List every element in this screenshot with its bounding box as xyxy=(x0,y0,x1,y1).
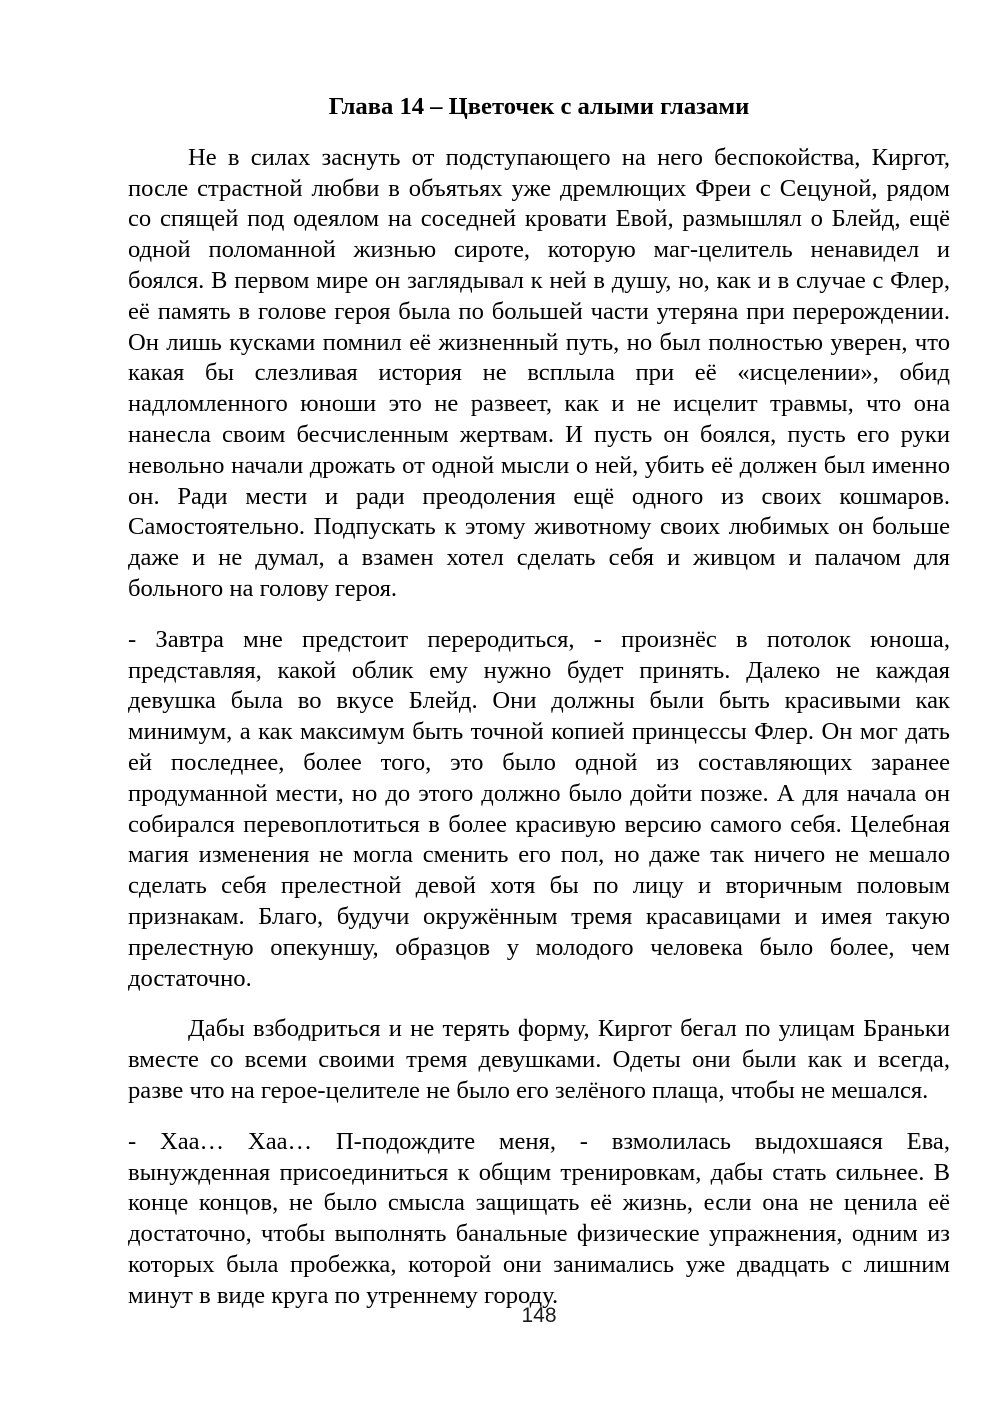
text-line: сделать себя прелестной девой хотя бы по лицу и вторичным половым xyxy=(128,872,950,900)
text-line: после страстной любви в объятьях уже дремлющих Фреи с Сецуной, рядом xyxy=(128,174,950,202)
text-line: Он лишь кусками помнил её жизненный путь, но был полностью уверен, что xyxy=(128,328,950,356)
text-line: Не в силах заснуть от подступающего на него беспокойства, Киргот, xyxy=(188,143,950,171)
text-line: представляя, какой облик ему нужно будет принять. Далеко не каждая xyxy=(128,656,950,684)
text-line: продуманной мести, но до этого должно было дойти позже. А для начала он xyxy=(128,779,950,807)
text-line: вместе со всеми своими тремя девушками. Одеты они были как и всегда, xyxy=(128,1046,950,1074)
text-line: конце концов, не было смысла защищать её жизнь, если она не ценила её xyxy=(128,1189,950,1217)
paragraph xyxy=(128,1014,950,1106)
text-line: - Хаа… Хаа… П-подождите меня, - взмолилась выдохшаяся Ева, xyxy=(128,1127,950,1155)
text-line: вынужденная присоединиться к общим тренировкам, дабы стать сильнее. В xyxy=(128,1158,950,1186)
text-line: одной поломанной жизнью сироте, которую маг-целитель ненавидел и xyxy=(128,236,950,264)
text-line: которых была пробежка, которой они занимались уже двадцать с лишним xyxy=(128,1250,950,1278)
text-line: её память в голове героя была по большей части утеряна при перерождении. xyxy=(128,297,950,325)
text-line: разве что на герое-целителе не было его зелёного плаща, чтобы не мешался. xyxy=(128,1076,929,1104)
paragraph xyxy=(128,625,950,995)
text-line: достаточно. xyxy=(128,964,252,992)
chapter-title: Глава 14 – Цветочек с алыми глазами xyxy=(328,93,750,120)
text-line: - Завтра мне предстоит переродиться, - произнёс в потолок юноша, xyxy=(128,625,950,653)
text-line: прелестную опекуншу, образцов у молодого человека было более, чем xyxy=(128,933,950,961)
paragraph xyxy=(128,143,950,605)
text-line: Дабы взбодриться и не терять форму, Киргот бегал по улицам Браньки xyxy=(188,1015,950,1043)
text-line: минимум, а как максимум быть точной копией принцессы Флер. Он мог дать xyxy=(128,718,950,746)
text-line: нанесла своим бесчисленным жертвам. И пусть он боялся, пусть его руки xyxy=(128,420,950,448)
text-line: магия изменения не могла сменить его пол, но даже так ничего не мешало xyxy=(128,841,950,869)
body-text xyxy=(128,143,950,1312)
page-number: 148 xyxy=(521,1304,557,1327)
text-line: Самостоятельно. Подпускать к этому животному своих любимых он больше xyxy=(128,513,950,541)
text-line: девушка была во вкусе Блейд. Они должны были быть красивыми как xyxy=(128,687,950,715)
text-line: собирался перевоплотиться в более красивую версию самого себя. Целебная xyxy=(128,810,950,838)
text-line: невольно начали дрожать от одной мысли о ней, убить её должен был именно xyxy=(128,451,950,479)
text-line: признакам. Благо, будучи окружённым тремя красавицами и имея такую xyxy=(128,902,950,930)
text-line: какая бы слезливая история не всплыла при её «исцелении», обид xyxy=(128,359,950,387)
text-line: боялся. В первом мире он заглядывал к ней в душу, но, как и в случае с Флер, xyxy=(128,266,950,294)
paragraph xyxy=(128,1127,950,1312)
text-line: больного на голову героя. xyxy=(128,574,398,602)
text-line: ей последнее, более того, это было одной из составляющих заранее xyxy=(128,748,950,776)
text-line: достаточно, чтобы выполнять банальные физические упражнения, одним из xyxy=(128,1220,950,1248)
text-line: минут в виде круга по утреннему городу. xyxy=(128,1281,559,1309)
text-line: со спящей под одеялом на соседней кровати Евой, размышлял о Блейд, ещё xyxy=(128,205,950,233)
text-line: он. Ради мести и ради преодоления ещё одного из своих кошмаров. xyxy=(128,482,950,510)
text-line: даже и не думал, а взамен хотел сделать себя и живцом и палачом для xyxy=(128,544,950,572)
text-line: надломленного юноши это не развеет, как и не исцелит травмы, что она xyxy=(128,390,950,418)
